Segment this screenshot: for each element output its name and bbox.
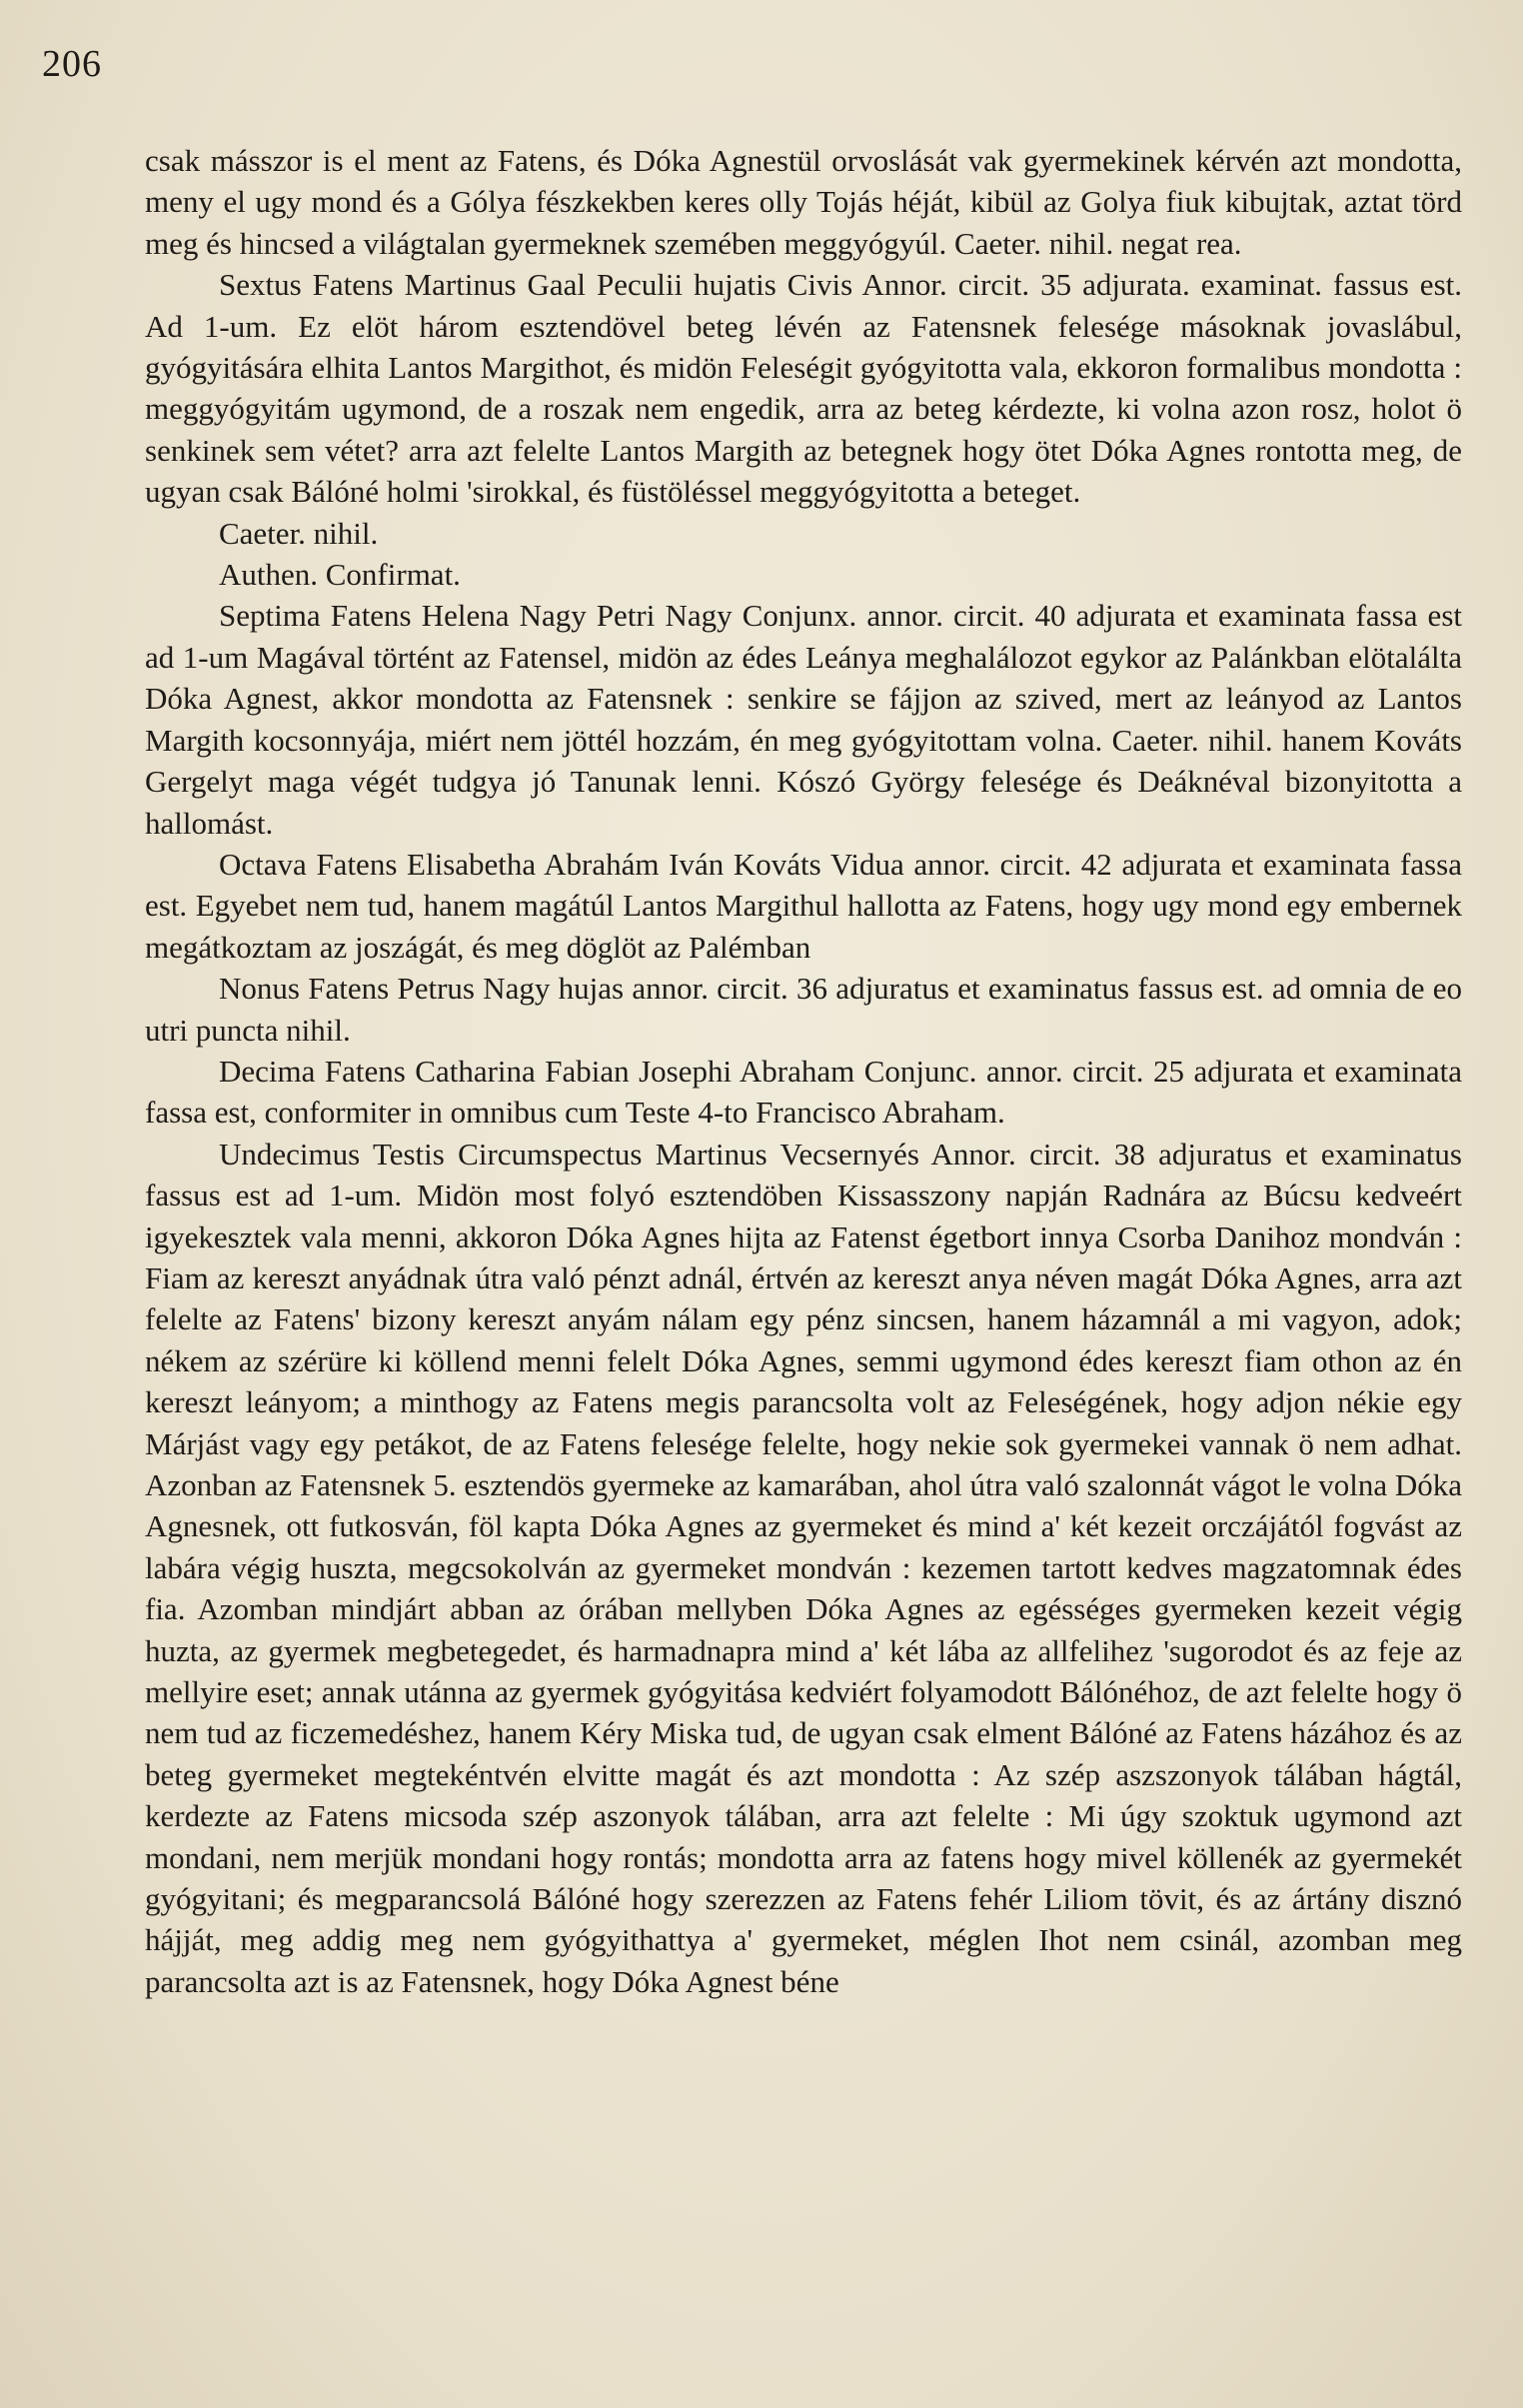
paragraph: Decima Fatens Catharina Fabian Josephi Abraham Conjunc. annor. circit. 25 adjurata et examinata fassa est, conformiter in omnibus cum Teste 4-to Francisco Abraham. (145, 1053, 1462, 1131)
paragraph: Caeter. nihil. (219, 515, 379, 551)
paragraph: Nonus Fatens Petrus Nagy hujas annor. circit. 36 adjuratus et examinatus fassus est. ad omnia de eo utri puncta nihil. (145, 971, 1462, 1048)
body-text (145, 140, 1462, 2002)
page-number: 206 (42, 43, 102, 85)
paragraph: Octava Fatens Elisabetha Abrahám Iván Kováts Vidua annor. circit. 42 adjurata et examinata fassa est. Egyebet nem tud, hanem magátúl Lantos Margithul hallotta az Fatens, hogy ugy mond egy embernek megátkoztam az joszágát, és meg döglöt az Palémban (145, 846, 1462, 965)
paragraph: Authen. Confirmat. (219, 557, 461, 593)
paragraph: Undecimus Testis Circumspectus Martinus Vecsernyés Annor. circit. 38 adjuratus et examinatus fassus est ad 1-um. Midön most folyó esztendöben Kissasszony napján Radnára az Búcsu kedveért igyekesztek vala menni, akkoron Dóka Agnes hijta az Fatenst égetbort innya Csorba Danihoz mondván : Fiam az kereszt anyádnak útra való pénzt adnál, értvén az kereszt anya néven magát Dóka Agnes, arra azt felelte az Fatens' bizony kereszt anyám nálam egy pénz sincsen, hanem házamnál a mi vagyon, adok; nékem az szérüre ki köllend menni felelt Dóka Agnes, semmi ugymond édes kereszt fiam othon az én kereszt leányom; a minthogy az Fatens megis parancsolta volt az Feleségének, hogy adjon nékie egy Márjást vagy egy petákot, de az Fatens felesége felelte, hogy nekie sok gyermekei vannak ö nem adhat. Azonban az Fatensnek 5. esztendös gyermeke az kamarában, ahol útra való szalonnát vágot le volna Dóka Agnesnek, ott futkosván, föl kapta Dóka Agnes az gyermeket és mind a' két kezeit orczájától fogvást az labára végig huszta, megcsokolván az gyermeket mondván : kezemen tartott kedves magzatomnak édes fia. Azomban mindjárt abban az órában mellyben Dóka Agnes az egésséges gyermeken kezeit végig huzta, az gyermek megbetegedet, és harmadnapra mind a' két lába az allfelihez 'sugorodot és az feje az mellyire eset; annak utánna az gyermek gyógyitása kedviért folyamodott Bálónéhoz, de azt felelte hogy ö nem tud az ficzemedéshez, hanem Kéry Miska tud, de ugyan csak elment Bálóné az Fatens házához és az beteg gyermeket megtekéntvén elvitte magát és azt mondotta : Az szép aszszonyok tálában hágtál, kerdezte az Fatens micsoda szép aszonyok tálában, arra azt felelte : Mi úgy szoktuk ugymond azt mondani, nem merjük mondani hogy rontás; mondotta arra az fatens hogy mivel köllenék az gyermekét gyógyitani; és megparancsolá Bálóné hogy szerezzen az Fatens fehér Liliom tövit, és az ártány disznó hájját, meg addig meg nem gyógyithattya a' gyermeket, méglen Ihot nem csinál, azomban meg parancsolta azt is az Fatensnek, hogy Dóka Agnest béne (145, 1136, 1462, 1999)
paragraph: Septima Fatens Helena Nagy Petri Nagy Conjunx. annor. circit. 40 adjurata et examinata fassa est ad 1-um Magával történt az Fatensel, midön az édes Leánya meghalálozot egykor az Palánkban elötalálta Dóka Agnest, akkor mondotta az Fatensnek : senkire se fájjon az szived, mert az leányod az Lantos Margith kocsonnyája, miért nem jöttél hozzám, én meg gyógyitottam volna. Caeter. nihil. hanem Kováts Gergelyt maga végét tudgya jó Tanunak lenni. Kószó György felesége és Deáknéval bizonyitotta a hallomást. (145, 598, 1462, 841)
paragraph: Sextus Fatens Martinus Gaal Peculii hujatis Civis Annor. circit. 35 adjurata. examinat. fassus est. Ad 1-um. Ez elöt három esztendövel beteg lévén az Fatensnek felesége másoknak jovaslábul, gyógyitására elhita Lantos Margithot, és midön Feleségit gyógyitotta vala, ekkoron formalibus mondotta : meggyógyitám ugymond, de a roszak nem engedik, arra az beteg kérdezte, ki volna azon rosz, holot ö senkinek sem vétet? arra azt felelte Lantos Margith az betegnek hogy ötet Dóka Agnes rontotta meg, de ugyan csak Bálóné holmi 'sirokkal, és füstöléssel meggyógyitotta a beteget. (145, 267, 1462, 510)
paragraph: csak másszor is el ment az Fatens, és Dóka Agnestül orvoslását vak gyermekinek kérvén azt mondotta, meny el ugy mond és a Gólya fészkekben keres olly Tojás héját, kibül az Golya fiuk kibujtak, aztat törd meg és hincsed a világtalan gyermeknek szemében meggyógyúl. Caeter. nihil. negat rea. (145, 143, 1462, 261)
